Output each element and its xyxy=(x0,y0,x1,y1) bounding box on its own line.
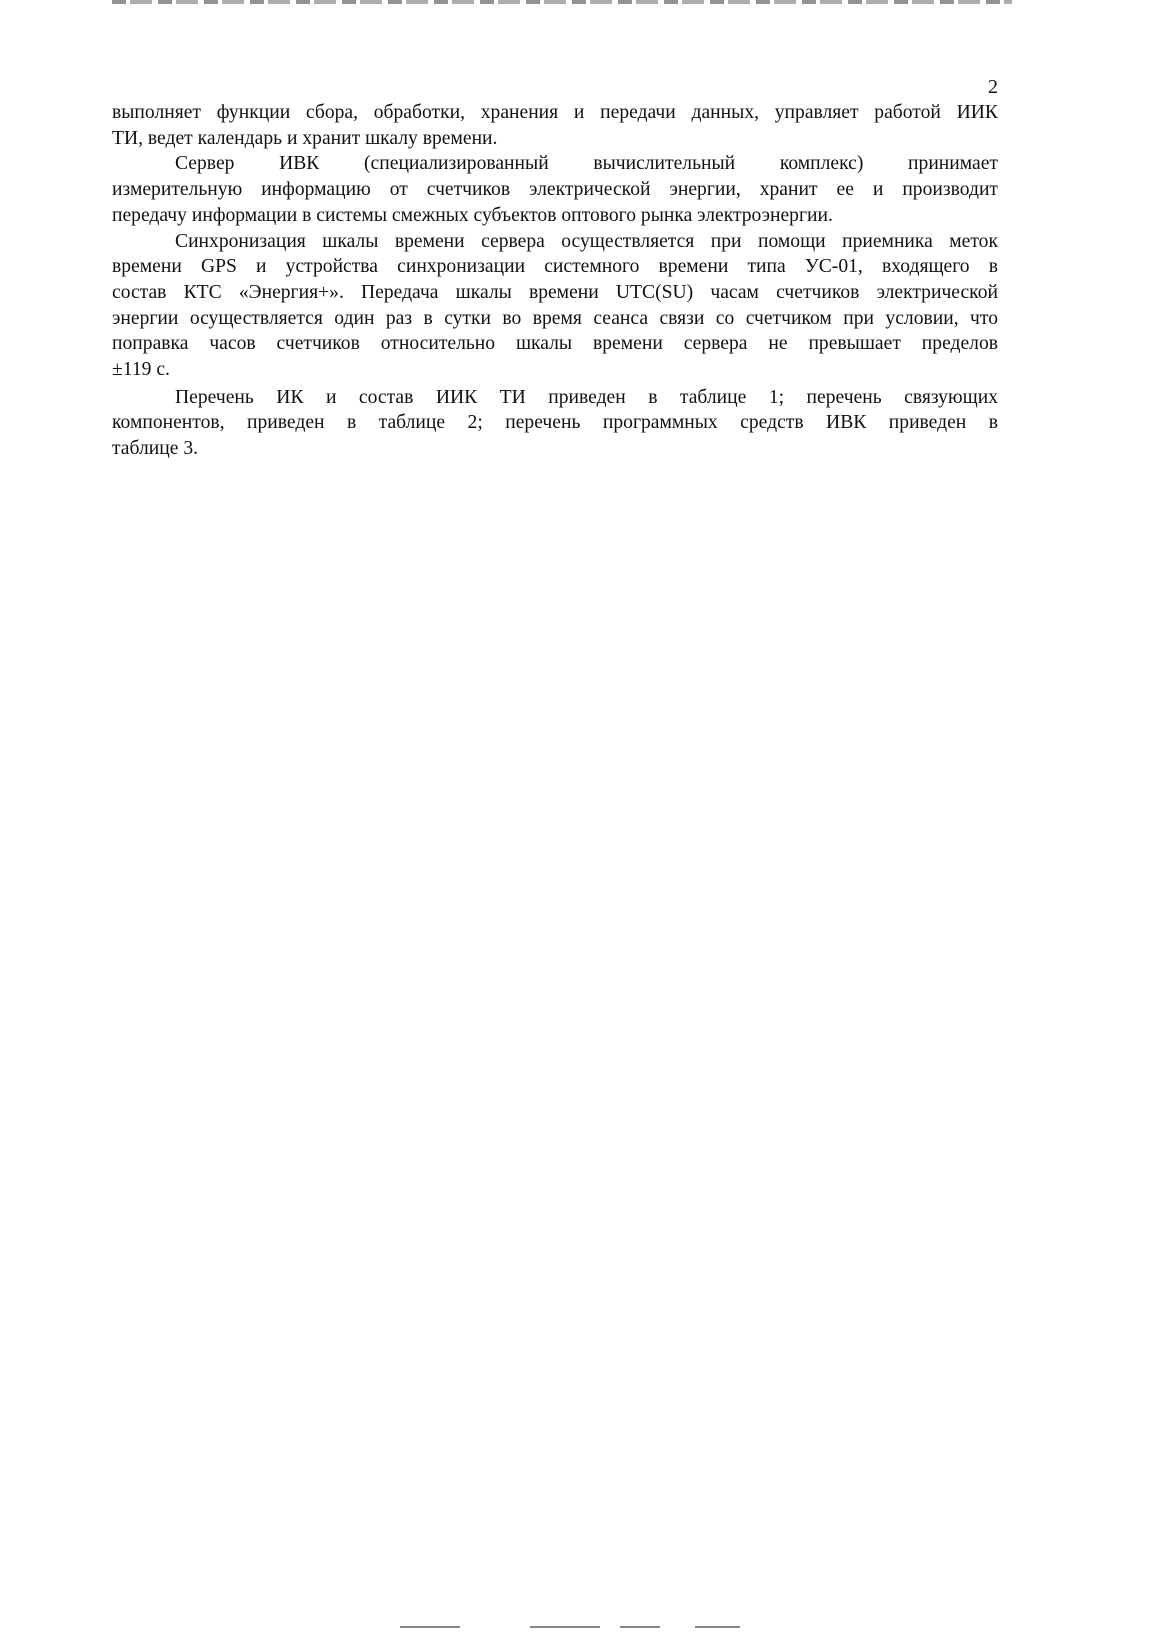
scan-artifact-bottom xyxy=(400,1626,460,1628)
text-line: компонентов, приведен в таблице 2; перечень программных средств ИВК приведен в xyxy=(112,412,998,434)
text-line: ТИ, ведет календарь и хранит шкалу времени. xyxy=(112,127,498,149)
scan-artifact-bottom xyxy=(695,1626,740,1628)
text-line: ±119 с. xyxy=(112,359,170,381)
text-line: энергии осуществляется один раз в сутки во время сеанса связи со счетчиком при условии, что xyxy=(112,307,998,329)
text-line: Сервер ИВК (специализированный вычислительный комплекс) принимает xyxy=(175,153,998,175)
document-body xyxy=(112,100,998,462)
text-line: поправка часов счетчиков относительно шкалы времени сервера не превышает пределов xyxy=(112,333,998,355)
text-line: измерительную информацию от счетчиков электрической энергии, хранит ее и производит xyxy=(112,179,998,201)
scan-artifact-bottom xyxy=(530,1626,600,1628)
text-line: выполняет функции сбора, обработки, хранения и передачи данных, управляет работой ИИК xyxy=(112,102,998,123)
text-line: времени GPS и устройства синхронизации системного времени типа УС-01, входящего в xyxy=(112,256,998,278)
paragraph-2 xyxy=(112,151,998,228)
scan-artifact-bottom xyxy=(620,1626,660,1628)
page-number: 2 xyxy=(988,76,998,98)
scan-artifact-top xyxy=(112,0,1012,4)
text-line: состав КТС «Энергия+». Передача шкалы времени UTC(SU) часам счетчиков электрической xyxy=(112,281,998,303)
paragraph-4 xyxy=(112,385,998,462)
paragraph-3 xyxy=(112,229,998,383)
text-line: Перечень ИК и состав ИИК ТИ приведен в таблице 1; перечень связующих xyxy=(175,386,998,408)
text-line: Синхронизация шкалы времени сервера осуществляется при помощи приемника меток xyxy=(175,230,998,252)
text-line: передачу информации в системы смежных субъектов оптового рынка электроэнергии. xyxy=(112,204,833,226)
text-line: таблице 3. xyxy=(112,438,199,460)
paragraph-1 xyxy=(112,100,998,151)
